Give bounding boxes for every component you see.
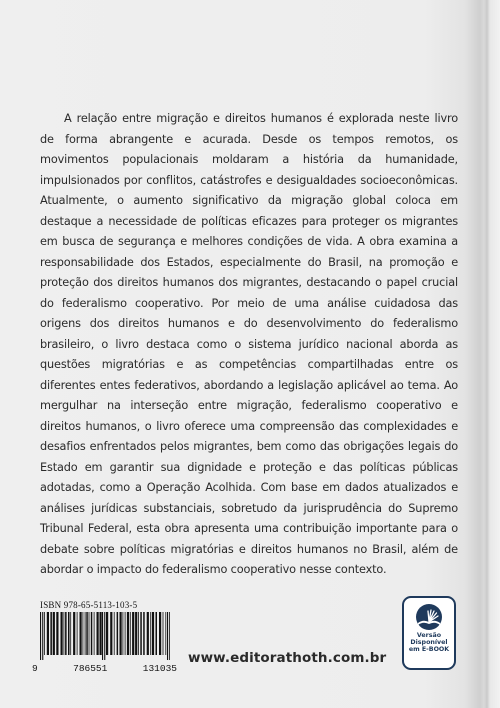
barcode-digit-prefix: 9 xyxy=(32,663,38,674)
isbn-label: ISBN 978-65-5113-103-5 xyxy=(40,600,138,610)
ebook-badge-line-1: Versão xyxy=(416,632,442,639)
ebook-badge xyxy=(402,596,456,670)
barcode xyxy=(40,612,170,660)
spine-shadow xyxy=(484,0,490,708)
ebook-badge-line-2: Disponível xyxy=(410,639,448,647)
ebook-badge-text xyxy=(404,632,454,654)
ebook-badge-line-3: em E-BOOK xyxy=(408,646,450,654)
open-book-icon xyxy=(412,603,446,631)
publisher-website[interactable]: www.editorathoth.com.br xyxy=(188,650,387,666)
barcode-digits-left: 786551 xyxy=(73,663,108,674)
barcode-digits xyxy=(32,663,177,674)
barcode-digits-right: 131035 xyxy=(142,663,177,674)
back-cover-blurb: A relação entre migração e direitos humanos é explorada neste livro de forma abrangente e acurada. Desde os tempos remotos, os movimentos populacionais moldaram a história da humanidade, impulsionados por conflitos, catástrofes e desigualdades socioeconômicas. Atualmente, o aumento significativo da migração global coloca em destaque a necessidade de políticas eficazes para proteger os migrantes em busca de segurança e melhores condições de vida. A obra examina a responsabilidade dos Estados, especialmente do Brasil, na promoção e proteção dos direitos humanos dos migrantes, destacando o papel crucial do federalismo cooperativo. Por meio de uma análise cuidadosa das origens dos direitos humanos e do desenvolvimento do federalismo brasileiro, o livro destaca como o sistema jurídico nacional aborda as questões migratórias e as competências compartilhadas entre os diferentes entes federativos, abordando a legislação aplicável ao tema. Ao mergulhar na interseção entre migração, federalismo cooperativo e direitos humanos, o livro oferece uma compreensão das complexidades e desafios enfrentados pelos migrantes, bem como das obrigações legais do Estado em garantir sua dignidade e proteção e das políticas públicas adotadas, como a Operação Acolhida. Com base em dados atualizados e análises jurídicas substanciais, sobretudo da jurisprudência do Supremo Tribunal Federal, esta obra apresenta uma contribuição importante para o debate sobre políticas migratórias e direitos humanos no Brasil, além de abordar o impacto do federalismo cooperativo nesse contexto. xyxy=(40,112,458,576)
